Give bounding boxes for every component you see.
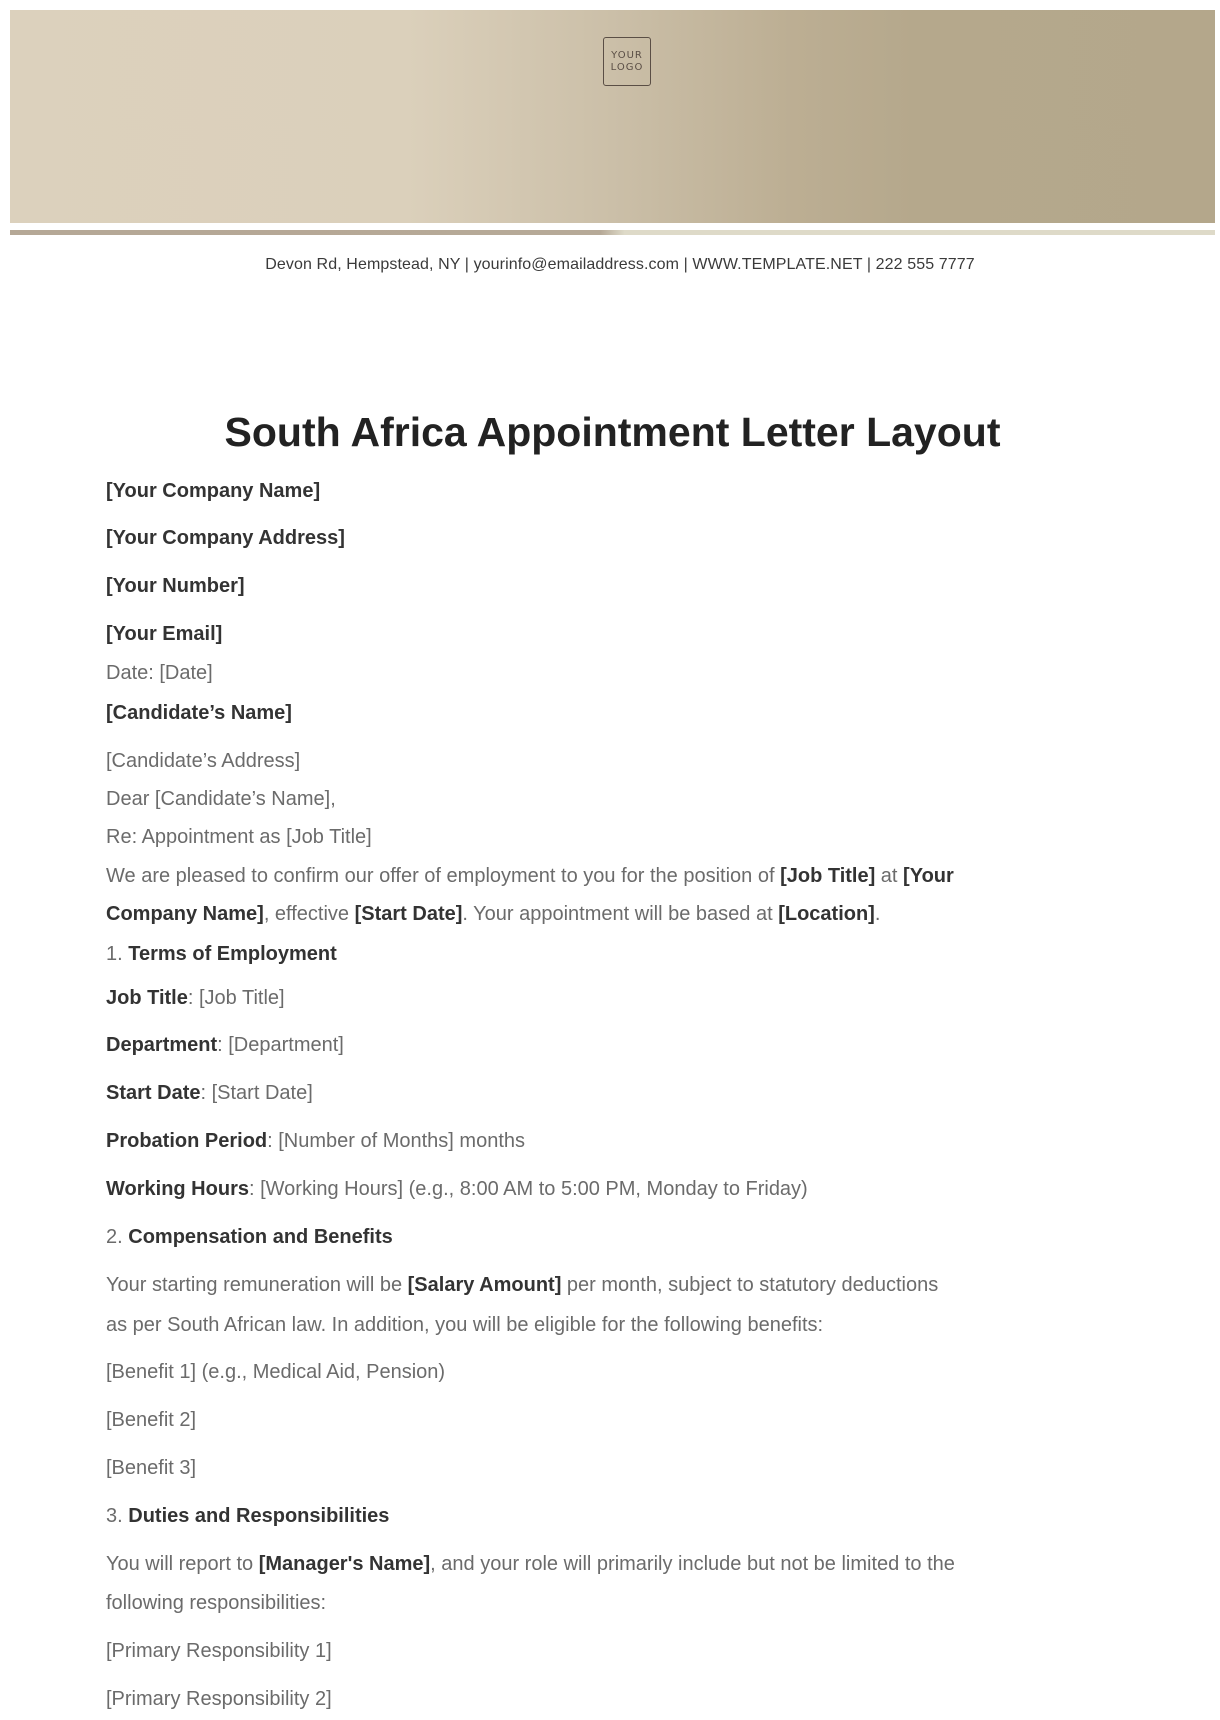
intro-company-name: [Your	[903, 865, 954, 887]
intro-start-date: [Start Date]	[354, 903, 463, 925]
field-value: : [Working Hours] (e.g., 8:00 AM to 5:00 PM, Monday to Friday)	[248, 1178, 808, 1200]
field-value: : [Start Date]	[200, 1082, 313, 1104]
intro-text: at	[875, 865, 904, 887]
field-probation-period	[106, 1122, 525, 1160]
intro-text: We are pleased to confirm our offer of employment to you for the position of	[106, 865, 781, 887]
salary-amount: [Salary Amount]	[407, 1274, 562, 1296]
duties-paragraph-line2: following responsibilities:	[106, 1592, 327, 1614]
section-number: 3.	[106, 1505, 129, 1527]
section-title: Duties and Responsibilities	[128, 1505, 390, 1527]
document-title: South Africa Appointment Letter Layout	[224, 409, 1001, 455]
section-number: 1.	[106, 943, 129, 965]
field-label: Probation Period	[106, 1130, 268, 1152]
intro-company-name: Company Name]	[106, 903, 264, 925]
field-working-hours	[106, 1170, 808, 1208]
responsibility-item: [Primary Responsibility 2]	[106, 1688, 332, 1710]
sender-company-address: [Your Company Address]	[106, 527, 345, 549]
para-text: You will report to	[106, 1553, 259, 1575]
field-value: : [Number of Months] months	[267, 1130, 526, 1152]
field-value: : [Department]	[217, 1034, 344, 1056]
field-label: Working Hours	[106, 1178, 249, 1200]
field-start-date	[106, 1074, 313, 1112]
section-title: Compensation and Benefits	[128, 1226, 393, 1248]
logo-placeholder	[603, 37, 651, 86]
sender-email: [Your Email]	[106, 623, 223, 645]
manager-name: [Manager's Name]	[258, 1553, 431, 1575]
logo-text-line2: LOGO	[610, 61, 644, 73]
section-heading-duties	[106, 1497, 389, 1535]
section-heading-terms	[106, 935, 337, 973]
duties-paragraph-line1	[106, 1545, 955, 1583]
contact-info: Devon Rd, Hempstead, NY | yourinfo@emailaddress.com | WWW.TEMPLATE.NET | 222 555 7777	[265, 256, 975, 273]
intro-text: .	[874, 903, 881, 925]
intro-location: [Location]	[778, 903, 875, 925]
field-value: : [Job Title]	[187, 987, 285, 1009]
date-line: Date: [Date]	[106, 662, 213, 684]
sender-company-name: [Your Company Name]	[106, 480, 321, 502]
para-text: per month, subject to statutory deductions	[561, 1274, 939, 1296]
sender-number: [Your Number]	[106, 575, 245, 597]
benefit-item: [Benefit 1] (e.g., Medical Aid, Pension)	[106, 1361, 446, 1383]
benefit-item: [Benefit 2]	[106, 1409, 197, 1431]
field-job-title	[106, 979, 285, 1017]
compensation-paragraph-line1	[106, 1266, 938, 1304]
field-label: Job Title	[106, 987, 188, 1009]
salutation: Dear [Candidate’s Name],	[106, 788, 336, 810]
logo-text-line1: YOUR	[611, 49, 643, 61]
intro-job-title: [Job Title]	[780, 865, 876, 887]
intro-text: , effective	[263, 903, 355, 925]
compensation-paragraph-line2: as per South African law. In addition, you will be eligible for the following benefits:	[106, 1314, 824, 1336]
field-department	[106, 1026, 344, 1064]
section-title: Terms of Employment	[128, 943, 337, 965]
field-label: Department	[106, 1034, 218, 1056]
header-divider	[10, 230, 1215, 235]
section-heading-compensation	[106, 1218, 393, 1256]
recipient-address: [Candidate’s Address]	[106, 750, 301, 772]
benefit-item: [Benefit 3]	[106, 1457, 197, 1479]
recipient-name: [Candidate’s Name]	[106, 702, 292, 724]
responsibility-item: [Primary Responsibility 1]	[106, 1640, 332, 1662]
field-label: Start Date	[106, 1082, 201, 1104]
header-banner	[10, 10, 1215, 223]
intro-text: . Your appointment will be based at	[462, 903, 779, 925]
subject-line: Re: Appointment as [Job Title]	[106, 826, 372, 848]
para-text: Your starting remuneration will be	[106, 1274, 408, 1296]
section-number: 2.	[106, 1226, 129, 1248]
intro-paragraph-line2	[106, 895, 880, 933]
para-text: , and your role will primarily include but not be limited to the	[430, 1553, 955, 1575]
intro-paragraph-line1	[106, 857, 954, 895]
